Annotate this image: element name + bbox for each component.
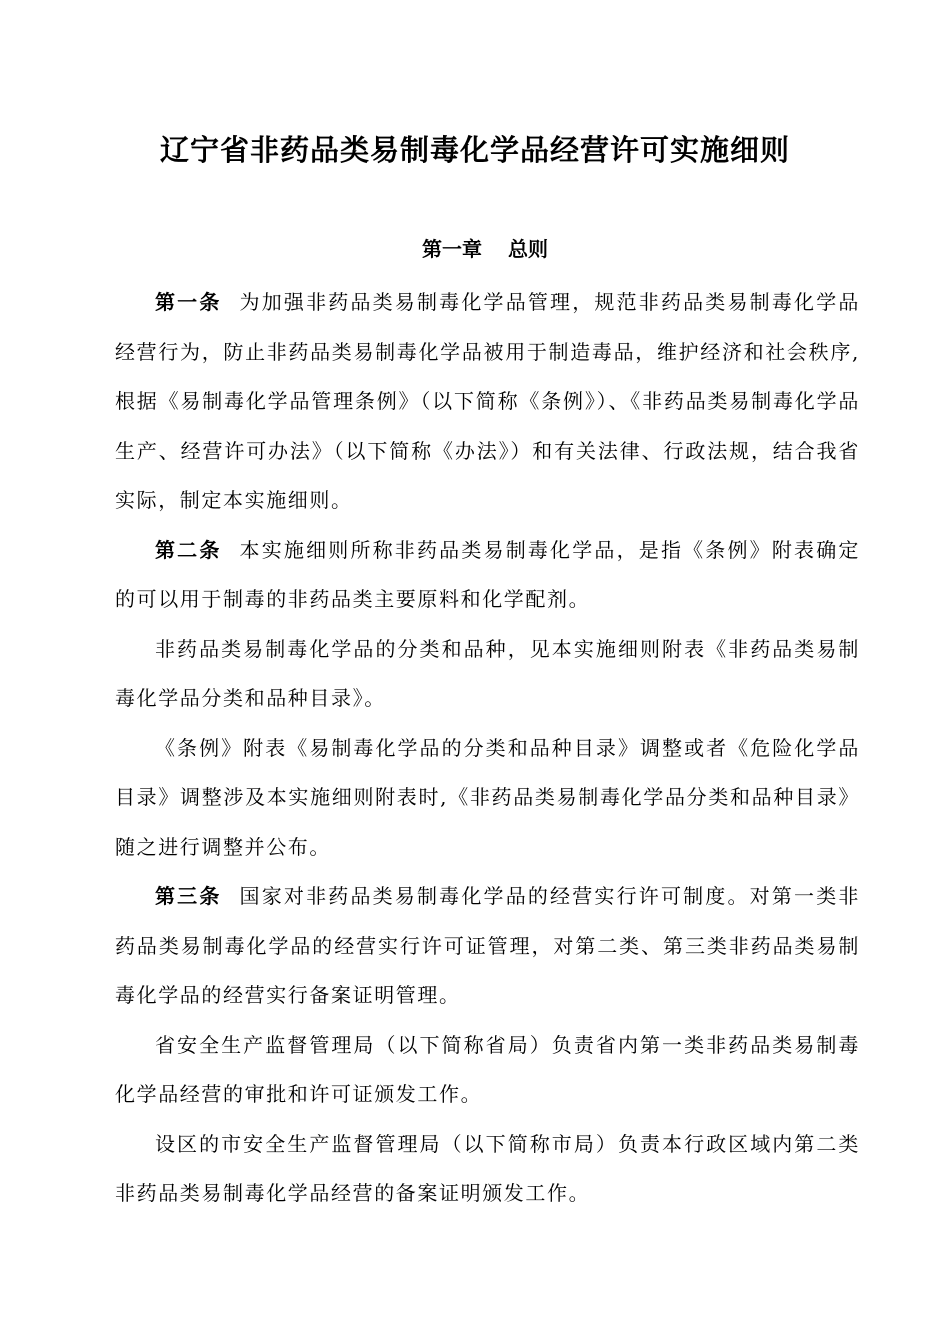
paragraph-article-3 — [115, 872, 860, 1021]
paragraph-article-3-clause-2 — [115, 1021, 860, 1120]
paragraph-article-2-clause-2 — [115, 625, 860, 724]
paragraph-article-1 — [115, 278, 860, 526]
paragraph-text: 《条例》附表《易制毒化学品的分类和品种目录》调整或者《危险化学品目录》调整涉及本实施细则附表时,《非药品类易制毒化学品分类和品种目录》随之进行调整并公布。 — [115, 735, 860, 859]
paragraph-article-2 — [115, 526, 860, 625]
paragraph-text: 设区的市安全生产监督管理局（以下简称市局）负责本行政区域内第二类非药品类易制毒化学品经营的备案证明颁发工作。 — [115, 1131, 860, 1205]
paragraph-article-3-clause-3 — [115, 1120, 860, 1219]
chapter-number: 第一章 — [422, 237, 482, 261]
paragraph-text: 为加强非药品类易制毒化学品管理，规范非药品类易制毒化学品经营行为，防止非药品类易制毒化学品被用于制造毒品，维护经济和社会秩序,根据《易制毒化学品管理条例》（以下简称《条例》）、《非药品类易制毒化学品生产、经营许可办法》（以下简称《办法》）和有关法律、行政法规，结合我省实际，制定本实施细则。 — [115, 290, 860, 512]
paragraph-text: 省安全生产监督管理局（以下简称省局）负责省内第一类非药品类易制毒化学品经营的审批和许可证颁发工作。 — [115, 1032, 860, 1106]
paragraph-text: 本实施细则所称非药品类易制毒化学品，是指《条例》附表确定的可以用于制毒的非药品类主要原料和化学配剂。 — [115, 537, 860, 611]
document-body — [115, 278, 860, 1219]
paragraph-text: 国家对非药品类易制毒化学品的经营实行许可制度。对第一类非药品类易制毒化学品的经营实行许可证管理，对第二类、第三类非药品类易制毒化学品的经营实行备案证明管理。 — [115, 884, 860, 1007]
chapter-name: 总则 — [508, 237, 548, 261]
article-number: 第二条 — [155, 537, 222, 562]
paragraph-article-2-clause-3 — [115, 724, 860, 873]
paragraph-text: 非药品类易制毒化学品的分类和品种，见本实施细则附表《非药品类易制毒化学品分类和品种目录》。 — [115, 636, 860, 710]
chapter-heading — [0, 230, 950, 268]
article-number: 第三条 — [155, 884, 222, 908]
document-title: 辽宁省非药品类易制毒化学品经营许可实施细则 — [159, 133, 790, 167]
article-number: 第一条 — [155, 290, 222, 314]
